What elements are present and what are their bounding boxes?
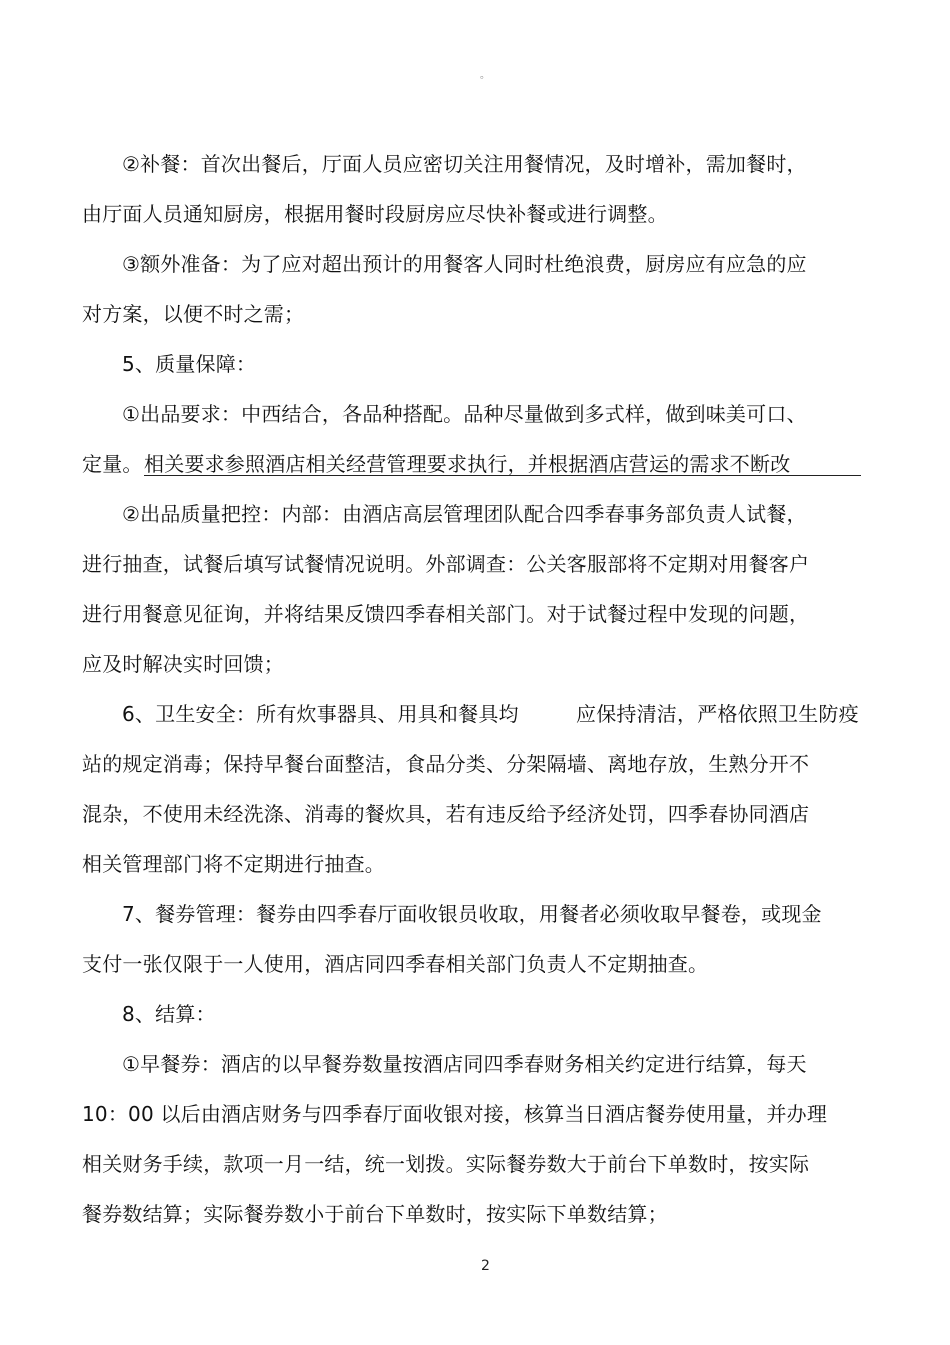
paragraph-line: 定量。 (82, 452, 143, 476)
underline-rule (144, 475, 861, 476)
paragraph-line: 对方案，以便不时之需； (82, 302, 305, 326)
paragraph-line: 相关财务手续，款项一月一结，统一划拨。实际餐券数大于前台下单数时，按实际 (82, 1152, 810, 1176)
paragraph-line: 由厅面人员通知厨房，根据用餐时段厨房应尽快补餐或进行调整。 (82, 202, 668, 226)
section-heading: 6、卫生安全：所有炊事器具、用具和餐具均 (122, 702, 519, 726)
paragraph-line: ①出品要求：中西结合，各品种搭配。品种尽量做到多式样，做到味美可口、 (122, 402, 807, 426)
paragraph-line: 混杂，不使用未经洗涤、消毒的餐炊具，若有违反给予经济处罚，四季春协同酒店 (82, 802, 810, 826)
paragraph-line: 10：00 以后由酒店财务与四季春厅面收银对接，核算当日酒店餐券使用量，并办理 (82, 1102, 828, 1126)
section-heading: 5、质量保障： (122, 352, 257, 376)
paragraph-line: ①早餐券：酒店的以早餐券数量按酒店同四季春财务相关约定进行结算，每天 (122, 1052, 807, 1076)
section-heading: 7、餐券管理：餐券由四季春厅面收银员收取，用餐者必须收取早餐卷，或现金 (122, 902, 822, 926)
header-mark: 。 (480, 70, 490, 81)
paragraph-line: 进行用餐意见征询，并将结果反馈四季春相关部门。对于试餐过程中发现的问题， (82, 602, 810, 626)
paragraph-line: ②出品质量把控：内部：由酒店高层管理团队配合四季春事务部负责人试餐， (122, 502, 807, 526)
paragraph-line: ③额外准备：为了应对超出预计的用餐客人同时杜绝浪费，厨房应有应急的应 (122, 252, 807, 276)
paragraph-line: 站的规定消毒；保持早餐台面整洁，食品分类、分架隔墙、离地存放，生熟分开不 (82, 752, 810, 776)
paragraph-line: 进行抽查，试餐后填写试餐情况说明。外部调查：公关客服部将不定期对用餐客户 (82, 552, 810, 576)
paragraph-line: 应及时解决实时回馈； (82, 652, 284, 676)
paragraph-line: 餐券数结算；实际餐券数小于前台下单数时，按实际下单数结算； (82, 1202, 668, 1226)
paragraph-line: ②补餐：首次出餐后，厅面人员应密切关注用餐情况，及时增补，需加餐时， (122, 152, 807, 176)
paragraph-line: 支付一张仅限于一人使用，酒店同四季春相关部门负责人不定期抽查。 (82, 952, 709, 976)
paragraph-line: 应保持清洁，严格依照卫生防疫 (576, 702, 859, 726)
page-number: 2 (481, 1258, 490, 1274)
section-heading: 8、结算： (122, 1002, 216, 1026)
paragraph-line-underlined: 相关要求参照酒店相关经营管理要求执行，并根据酒店营运的需求不断改 (144, 452, 791, 476)
paragraph-line: 相关管理部门将不定期进行抽查。 (82, 852, 385, 876)
